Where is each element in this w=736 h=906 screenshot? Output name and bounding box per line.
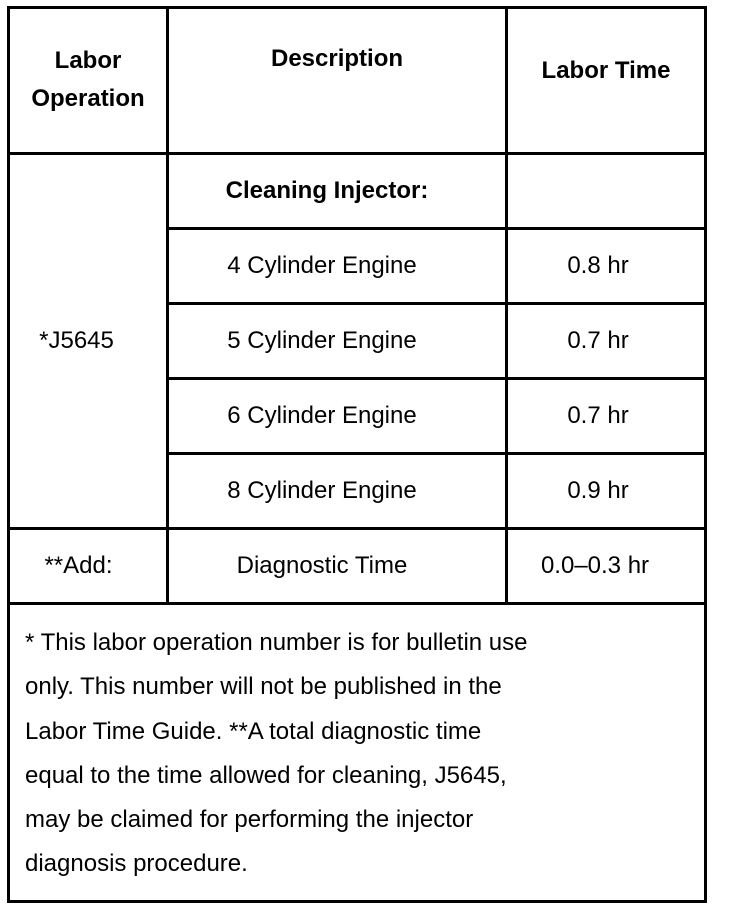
add-row-operation: **Add:: [44, 552, 113, 579]
footnote-divider: [7, 602, 707, 605]
row-description: 4 Cylinder Engine: [227, 252, 417, 279]
add-row-description: Diagnostic Time: [236, 552, 408, 579]
operation-code: *J5645: [39, 327, 114, 354]
header-labor-operation: Labor Operation: [31, 47, 145, 112]
row-description: 8 Cylinder Engine: [227, 477, 417, 504]
footnote-text: * This labor operation number is for bulletin use only. This number will not be published in the Labor Time Guide. **A total diagnostic time equal to the time allowed for cleaning, J5645, may be claimed for performing the injector diagnosis procedure.: [25, 629, 528, 878]
row-description: 6 Cylinder Engine: [227, 402, 417, 429]
section-title: Cleaning Injector:: [225, 177, 429, 204]
row-labor-time: 0.7 hr: [567, 327, 629, 354]
header-description: Description: [270, 45, 404, 72]
row-labor-time: 0.8 hr: [567, 252, 629, 279]
row-labor-time: 0.9 hr: [567, 477, 629, 504]
add-row-labor-time: 0.0–0.3 hr: [540, 552, 650, 579]
header-labor-time: Labor Time: [541, 57, 671, 84]
row-labor-time: 0.7 hr: [567, 402, 629, 429]
row-description: 5 Cylinder Engine: [227, 327, 417, 354]
